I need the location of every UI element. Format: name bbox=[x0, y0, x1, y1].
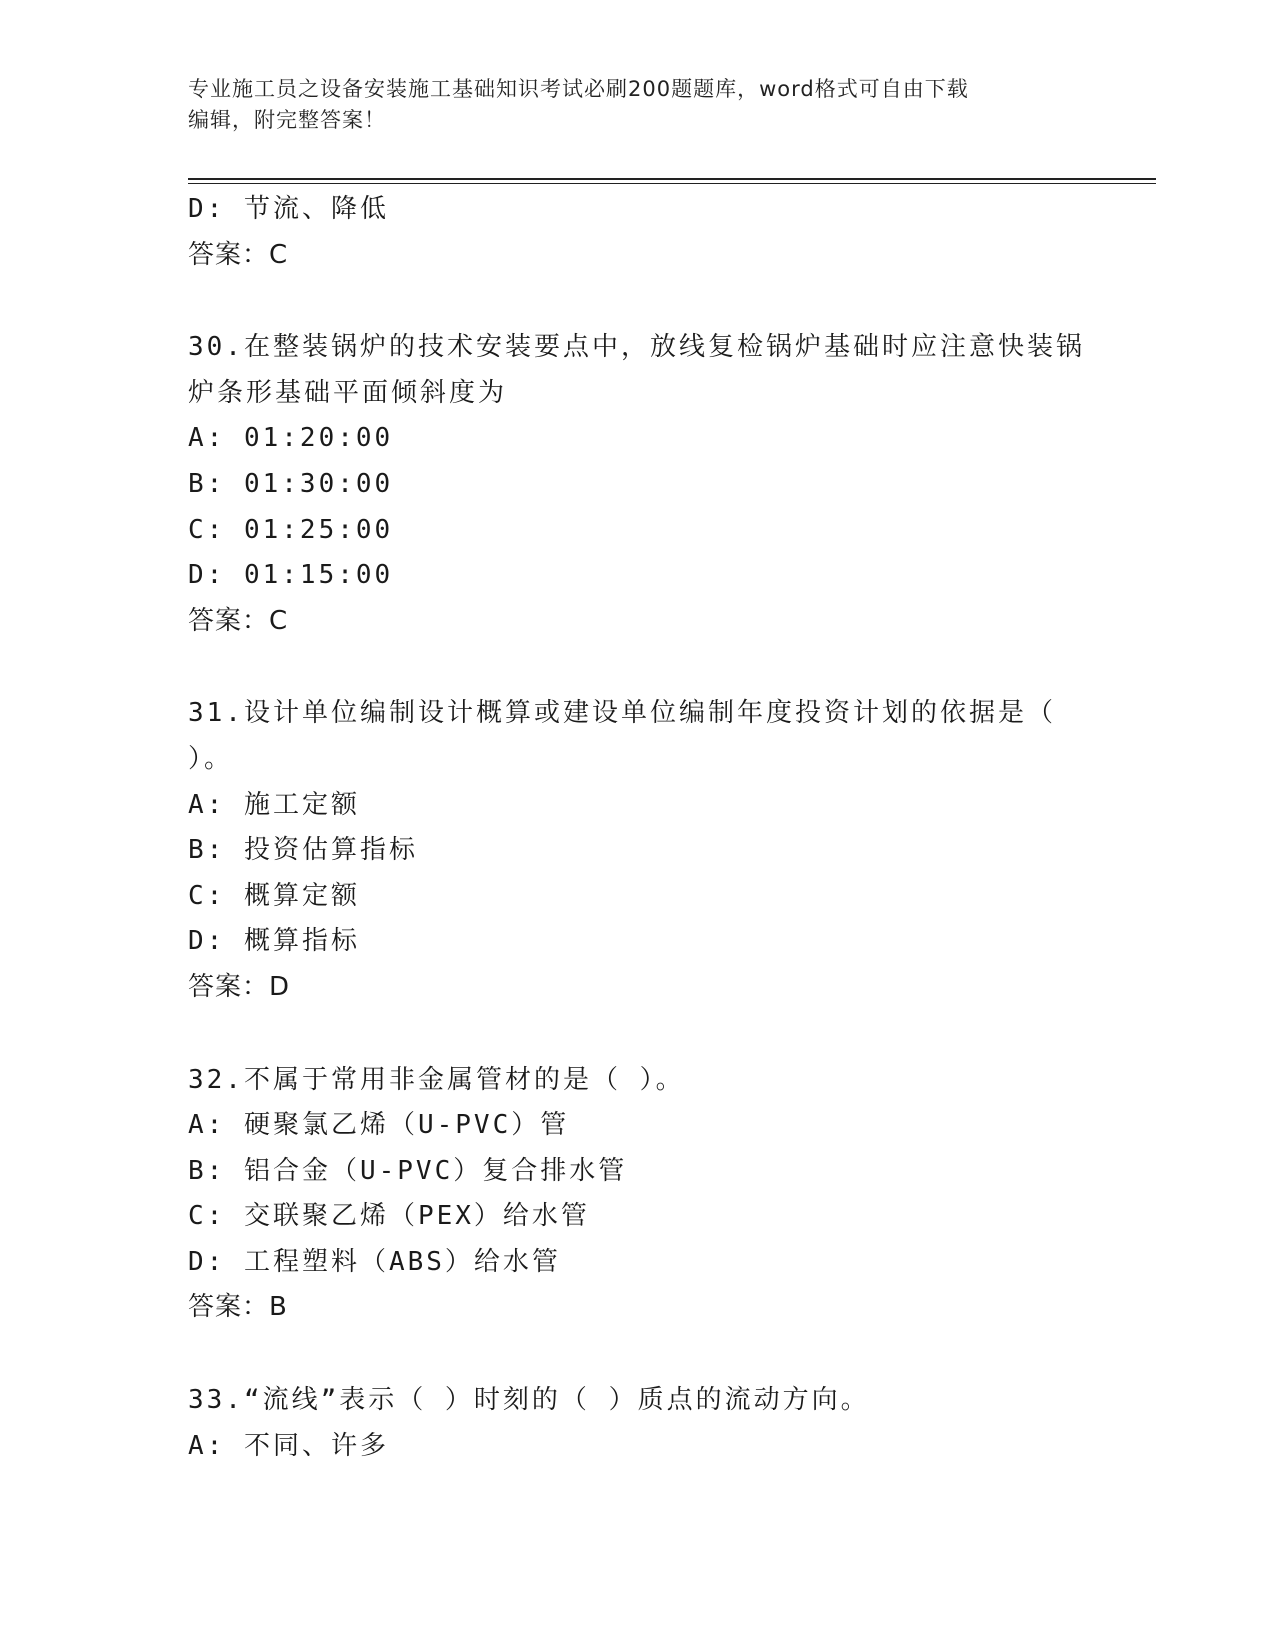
option-b: B: 投资估算指标 bbox=[188, 835, 418, 866]
header-line-2: 编辑，附完整答案！ bbox=[188, 108, 386, 132]
option-b: B: 铝合金（U-PVC）复合排水管 bbox=[188, 1155, 628, 1186]
option-a: A: 不同、许多 bbox=[188, 1430, 389, 1461]
question-text-line-2: ）。 bbox=[188, 743, 234, 774]
header-line-1: 专业施工员之设备安装施工基础知识考试必刷200题题库，word格式可自由下载 bbox=[188, 77, 969, 101]
option-d: D: 01:15:00 bbox=[188, 560, 394, 591]
answer: 答案：C bbox=[188, 605, 289, 636]
header-divider-thick bbox=[188, 178, 1156, 180]
question-text-line-1: 33.“流线”表示（ ）时刻的（ ）质点的流动方向。 bbox=[188, 1385, 870, 1416]
document-header bbox=[188, 74, 1088, 136]
option-d: D: 工程塑料（ABS）给水管 bbox=[188, 1246, 561, 1277]
option-a: A: 01:20:00 bbox=[188, 423, 394, 454]
question-29-tail bbox=[188, 187, 1088, 278]
answer: 答案：C bbox=[188, 239, 289, 270]
option-b: B: 01:30:00 bbox=[188, 468, 394, 499]
question-text-line-1: 31.设计单位编制设计概算或建设单位编制年度投资计划的依据是（ bbox=[188, 698, 1056, 729]
question-33 bbox=[188, 1378, 1088, 1469]
option-a: A: 施工定额 bbox=[188, 789, 360, 820]
answer: 答案：D bbox=[188, 971, 291, 1002]
header-divider-thin bbox=[188, 183, 1156, 184]
question-text-line-2: 炉条形基础平面倾斜度为 bbox=[188, 377, 508, 408]
question-list bbox=[188, 187, 1088, 1469]
question-30 bbox=[188, 325, 1088, 644]
question-text-line-1: 30.在整装锅炉的技术安装要点中，放线复检锅炉基础时应注意快装锅 bbox=[188, 332, 1085, 363]
question-31 bbox=[188, 691, 1088, 1010]
answer: 答案：B bbox=[188, 1292, 288, 1323]
option-d: D: 节流、降低 bbox=[188, 194, 389, 224]
option-d: D: 概算指标 bbox=[188, 926, 360, 957]
option-a: A: 硬聚氯乙烯（U-PVC）管 bbox=[188, 1110, 570, 1141]
option-c: C: 01:25:00 bbox=[188, 514, 394, 545]
question-text-line-1: 32.不属于常用非金属管材的是（ ）。 bbox=[188, 1064, 685, 1095]
option-c: C: 概算定额 bbox=[188, 880, 360, 911]
option-c: C: 交联聚乙烯（PEX）给水管 bbox=[188, 1201, 590, 1232]
question-32 bbox=[188, 1058, 1088, 1332]
